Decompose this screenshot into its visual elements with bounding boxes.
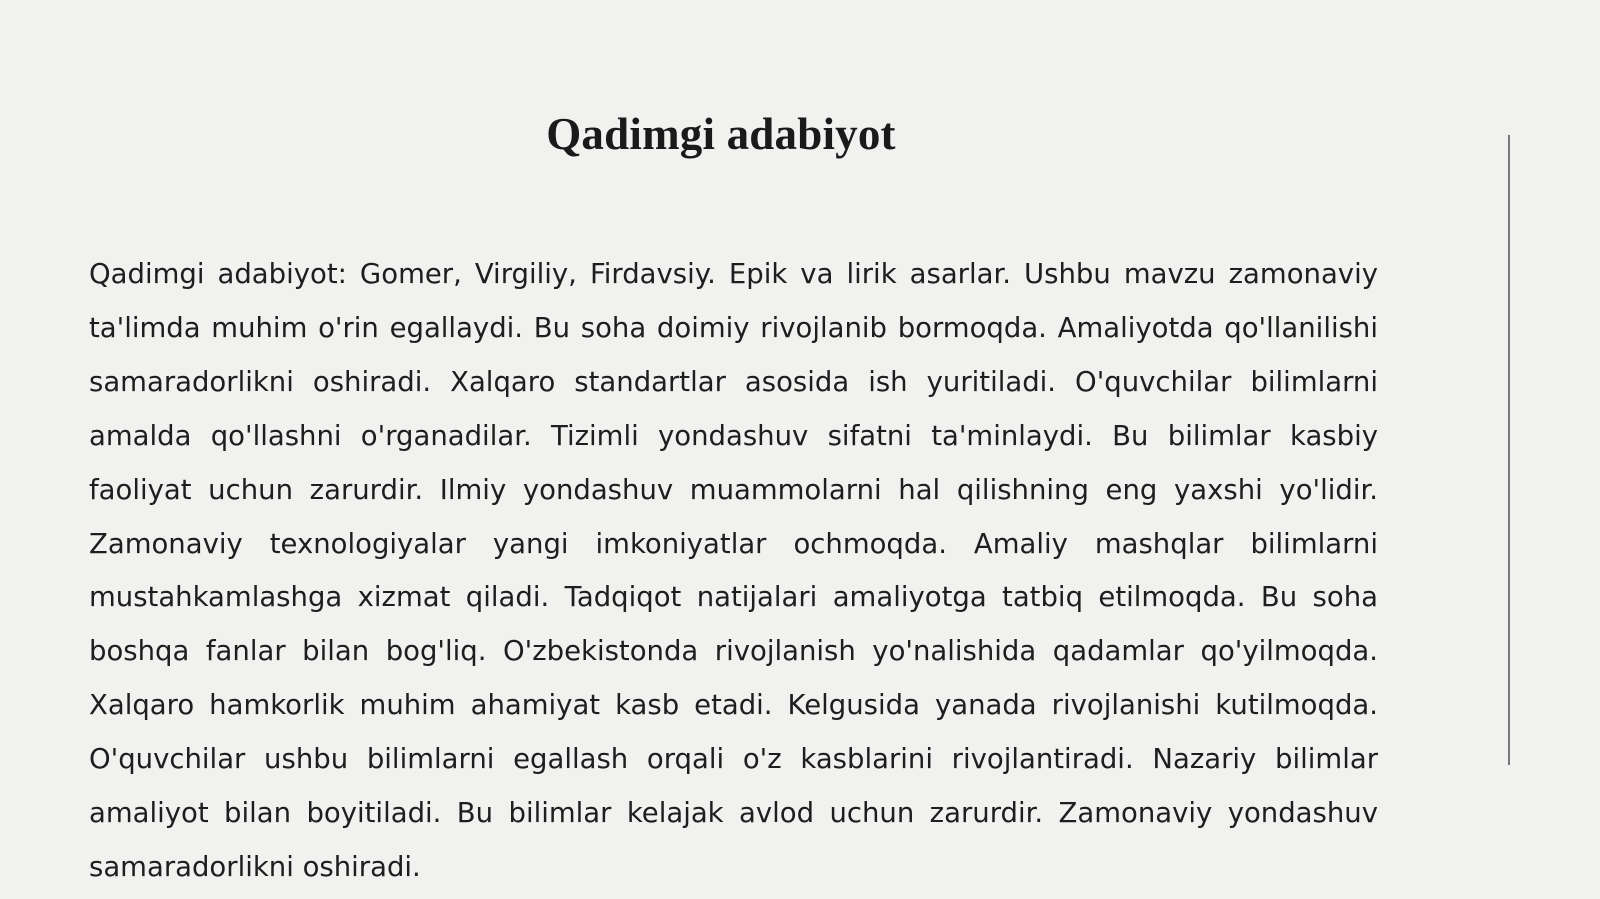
vertical-divider (1508, 135, 1510, 765)
slide-title: Qadimgi adabiyot (546, 109, 896, 159)
slide-body-paragraph: Qadimgi adabiyot: Gomer, Virgiliy, Firdavsiy. Epik va lirik asarlar. Ushbu mavzu zamonaviy ta'limda muhim o'rin egallaydi. Bu soha doimiy rivojlanib bormoqda. Amaliyotda qo'llanilishi samaradorlikni oshiradi. Xalqaro standartlar asosida ish yuritiladi. O'quvchilar bilimlarni amalda qo'llashni o'rganadilar. Tizimli yondashuv sifatni ta'minlaydi. Bu bilimlar kasbiy faoliyat uchun zarurdir. Ilmiy yondashuv muammolarni hal qilishning eng yaxshi yo'lidir. Zamonaviy texnologiyalar yangi imkoniyatlar ochmoqda. Amaliy mashqlar bilimlarni mustahkamlashga xizmat qiladi. Tadqiqot natijalari amaliyotga tatbiq etilmoqda. Bu soha boshqa fanlar bilan bog'liq. O'zbekistonda rivojlanish yo'nalishida qadamlar qo'yilmoqda. Xalqaro hamkorlik muhim ahamiyat kasb etadi. Kelgusida yanada rivojlanishi kutilmoqda. O'quvchilar ushbu bilimlarni egallash orqali o'z kasblarini rivojlantiradi. Nazariy bilimlar amaliyot bilan boyitiladi. Bu bilimlar kelajak avlod uchun zarurdir. Zamonaviy yondashuv samaradorlikni oshiradi. (89, 258, 1378, 883)
